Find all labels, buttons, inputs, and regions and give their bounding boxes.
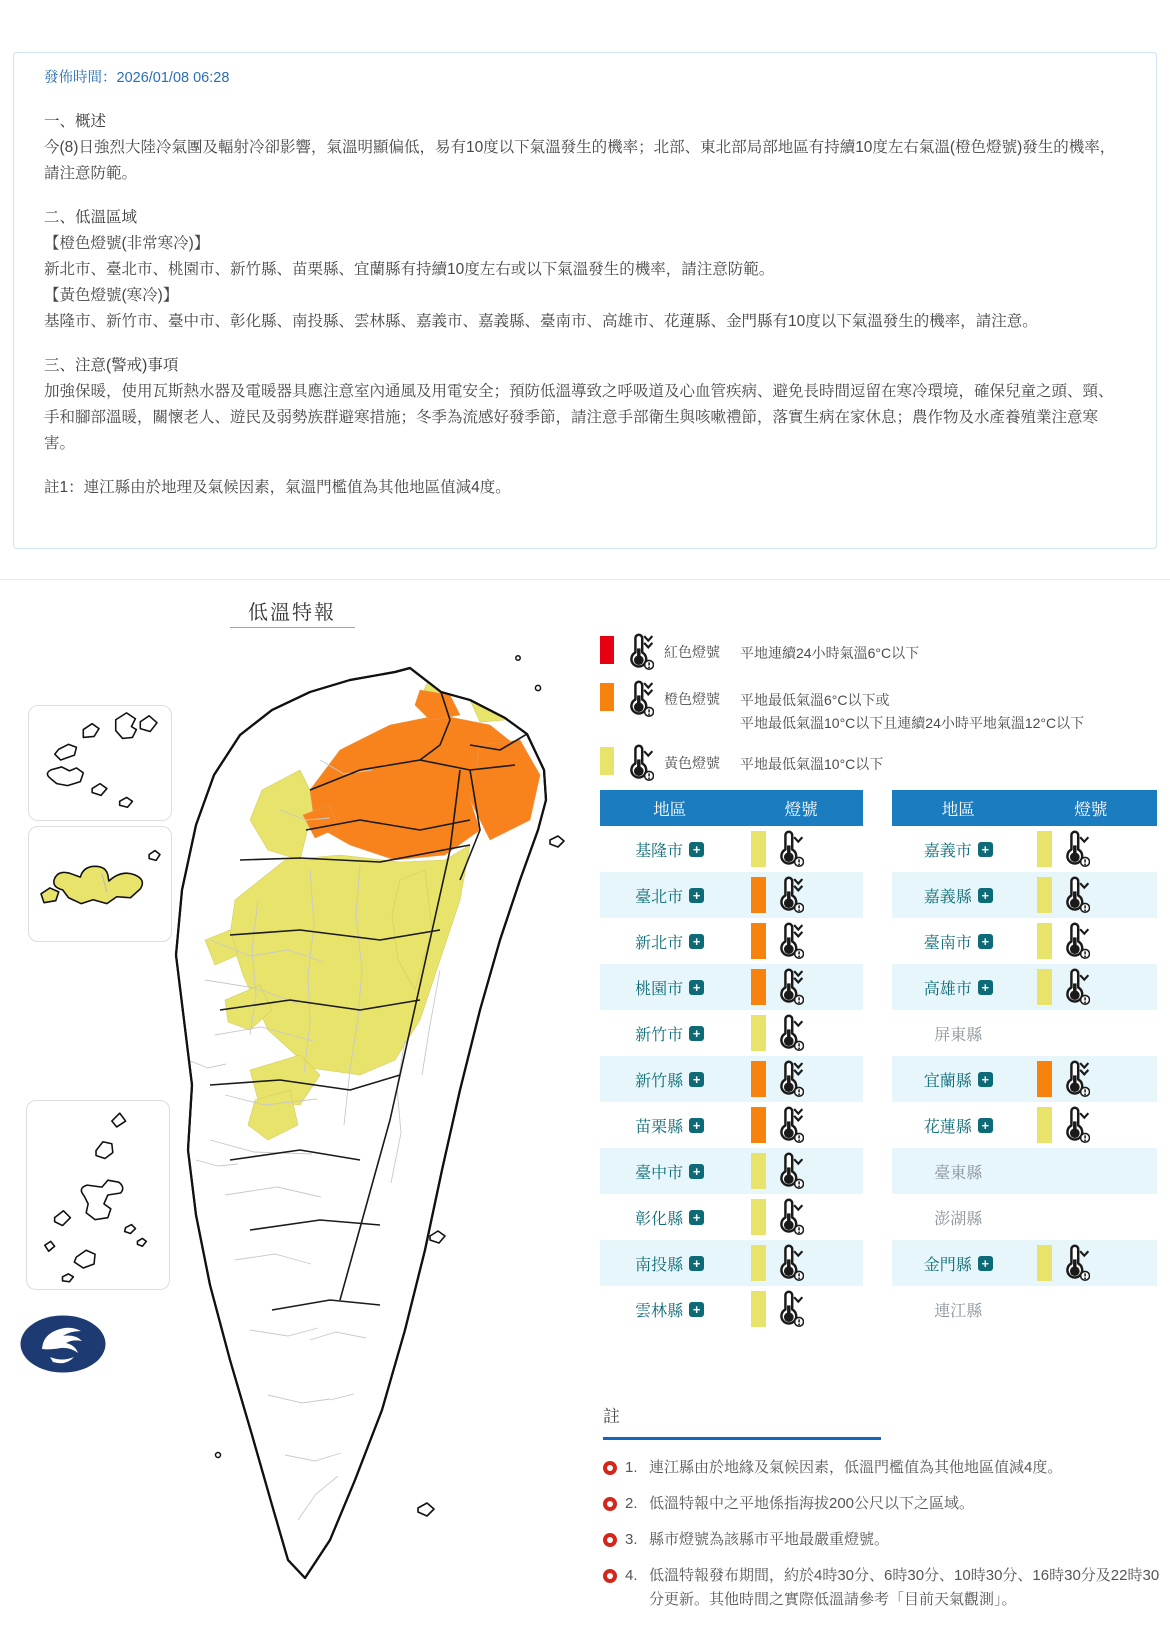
section-paragraph: 今(8)日強烈大陸冷氣團及輻射冷卻影響，氣溫明顯偏低，易有10度以下氣溫發生的機率；北部、東北部局部地區有持續10度左右氣溫(橙色燈號)發生的機率，請注意防範。 (44, 139, 1116, 182)
signal-color-bar (1037, 1245, 1052, 1281)
thermometer-icon (1059, 1106, 1090, 1144)
thermometer-icon (1059, 830, 1090, 868)
thermometer-icon (773, 968, 804, 1006)
turtle-island (550, 836, 564, 847)
region-name: 新北市 (635, 934, 684, 952)
region-name: 金門縣 (923, 1256, 972, 1274)
table-row[interactable] (600, 1194, 863, 1240)
table-row[interactable] (892, 872, 1157, 918)
signal-color-bar (751, 1199, 766, 1235)
signal-color-bar (1037, 1061, 1052, 1097)
note-text: 低溫特報中之平地係指海拔200公尺以下之區域。 (649, 1495, 975, 1512)
table-row (892, 1010, 1157, 1056)
signal-color-bar (1037, 969, 1052, 1005)
map-inset-matsu (28, 705, 172, 821)
table-row[interactable] (892, 1240, 1157, 1286)
note-item (603, 1456, 1163, 1480)
table-row (892, 1148, 1157, 1194)
publish-time: 發佈時間：2026/01/08 06:28 (44, 70, 230, 86)
note-text: 連江縣由於地緣及氣候因素，低溫門檻值為其他地區值減4度。 (649, 1459, 1063, 1476)
legend (600, 636, 1170, 794)
map-inset-penghu (26, 1100, 170, 1290)
map-title-underline (230, 627, 355, 628)
green-island (430, 1231, 445, 1243)
map-inset-kinmen (28, 826, 172, 942)
thermometer-icon (623, 633, 654, 671)
thermometer-icon (1059, 922, 1090, 960)
islet (535, 685, 540, 690)
signal-color-bar (751, 1245, 766, 1281)
section-heading: 三、注意(警戒)事項 (44, 357, 179, 374)
note-text: 低溫特報發布期間，約於4時30分、6時30分、10時30分、16時30分及22時30分更新。其他時間之實際低溫請參考「目前天氣觀測」。 (649, 1567, 1160, 1608)
thermometer-icon (773, 830, 804, 868)
signal-color-bar (1037, 877, 1052, 913)
notes-underline (603, 1437, 881, 1440)
region-name: 宜蘭縣 (923, 1072, 972, 1090)
signal-color-bar (1037, 923, 1052, 959)
legend-color-swatch (600, 636, 614, 664)
signal-table-left (600, 790, 863, 1332)
legend-description: 平地最低氣溫10°C以下 (740, 756, 884, 772)
table-row[interactable] (600, 1102, 863, 1148)
orchid-island (418, 1503, 434, 1516)
note-item (603, 1564, 1163, 1612)
table-row[interactable] (892, 1102, 1157, 1148)
note-item (603, 1528, 1163, 1552)
region-name: 花蓮縣 (923, 1118, 972, 1136)
notes-heading: 註 (603, 1407, 620, 1426)
table-header (892, 790, 1157, 826)
legend-row (600, 683, 1170, 735)
thermometer-icon (773, 1198, 804, 1236)
legend-description: 平地最低氣溫6°C以下或 平地最低氣溫10°C以下且連續24小時平地氣溫12°C以下 (740, 692, 1085, 731)
notes (603, 1402, 1163, 1624)
report-section (44, 475, 1126, 501)
note-number: 2. (625, 1495, 638, 1512)
expand-plus-icon[interactable]: + (978, 1118, 993, 1133)
expand-plus-icon[interactable]: + (689, 934, 704, 949)
expand-plus-icon[interactable]: + (978, 1072, 993, 1087)
table-row[interactable] (892, 918, 1157, 964)
table-row[interactable] (600, 1056, 863, 1102)
thermometer-icon (623, 744, 654, 782)
signal-color-bar (751, 923, 766, 959)
thermometer-icon (773, 876, 804, 914)
note-item (603, 1492, 1163, 1516)
table-row[interactable] (600, 918, 863, 964)
expand-plus-icon[interactable]: + (689, 1072, 704, 1087)
region-name: 臺東縣 (934, 1164, 983, 1182)
signal-color-bar (1037, 831, 1052, 867)
legend-color-swatch (600, 747, 614, 775)
region-name: 雲林縣 (635, 1302, 684, 1320)
islet (516, 656, 520, 660)
section-paragraph: 加強保暖，使用瓦斯熱水器及電暖器具應注意室內通風及用電安全；預防低溫導致之呼吸道及心血管疾病、避免長時間逗留在寒冷環境，確保兒童之頭、頸、手和腳部溫暖，關懷老人、遊民及弱勢族群避寒措施；冬季為流感好發季節，請注意手部衛生與咳嗽禮節，落實生病在家休息；農作物及水產養殖業注意寒害。 (44, 383, 1114, 452)
note-bullet-icon (603, 1533, 617, 1547)
legend-description: 平地連續24小時氣溫6°C以下 (740, 645, 920, 661)
thermometer-icon (1059, 968, 1090, 1006)
region-name: 苗栗縣 (635, 1118, 684, 1136)
report-section (44, 109, 1126, 187)
legend-row (600, 747, 1170, 782)
signal-color-bar (1037, 1107, 1052, 1143)
signal-table-right (892, 790, 1157, 1332)
note-bullet-icon (603, 1569, 617, 1583)
note-bullet-icon (603, 1461, 617, 1475)
thermometer-icon (1059, 1060, 1090, 1098)
expand-plus-icon[interactable]: + (978, 1256, 993, 1271)
region-name: 屏東縣 (934, 1026, 983, 1044)
region-name: 臺北市 (635, 888, 684, 906)
expand-plus-icon[interactable]: + (689, 888, 704, 903)
section-paragraph: 【黃色燈號(寒冷)】 (44, 287, 179, 304)
column-header-signal: 燈號 (784, 801, 818, 819)
table-header (600, 790, 863, 826)
thermometer-icon (773, 1290, 804, 1328)
region-name: 嘉義市 (923, 842, 972, 860)
thermometer-icon (773, 1014, 804, 1052)
column-header-region: 地區 (653, 801, 687, 819)
expand-plus-icon[interactable]: + (978, 888, 993, 903)
legend-thermometer (623, 744, 654, 782)
expand-plus-icon[interactable]: + (689, 1164, 704, 1179)
signal-color-bar (751, 1291, 766, 1327)
thermometer-icon (773, 1152, 804, 1190)
legend-label: 橙色燈號 (664, 691, 720, 707)
thermometer-icon (623, 680, 654, 718)
signal-color-bar (751, 969, 766, 1005)
expand-plus-icon[interactable]: + (689, 842, 704, 857)
section-separator (0, 579, 1170, 580)
expand-plus-icon[interactable]: + (689, 1118, 704, 1133)
table-row[interactable] (892, 1056, 1157, 1102)
section-heading: 二、低溫區域 (44, 209, 138, 226)
note-bullet-icon (603, 1497, 617, 1511)
region-name: 新竹市 (635, 1026, 684, 1044)
expand-plus-icon[interactable]: + (689, 1256, 704, 1271)
legend-label: 黃色燈號 (664, 755, 720, 771)
map-title: 低溫特報 (248, 602, 336, 624)
section-heading: 一、概述 (44, 113, 107, 130)
signal-color-bar (751, 831, 766, 867)
column-header-region: 地區 (941, 801, 975, 819)
table-row[interactable] (600, 1010, 863, 1056)
report-section (44, 353, 1126, 457)
thermometer-icon (773, 1244, 804, 1282)
note-number: 4. (625, 1567, 638, 1584)
region-name: 彰化縣 (635, 1210, 684, 1228)
table-row[interactable] (600, 1286, 863, 1332)
note-number: 1. (625, 1459, 638, 1476)
region-name: 南投縣 (635, 1256, 684, 1274)
expand-plus-icon[interactable]: + (978, 842, 993, 857)
expand-plus-icon[interactable]: + (978, 980, 993, 995)
thermometer-icon (773, 922, 804, 960)
table-row[interactable] (600, 1148, 863, 1194)
region-name: 高雄市 (923, 980, 972, 998)
signal-color-bar (751, 1015, 766, 1051)
region-name: 澎湖縣 (934, 1210, 983, 1228)
region-name: 基隆市 (635, 842, 684, 860)
region-name: 臺中市 (635, 1164, 684, 1182)
signal-color-bar (751, 1061, 766, 1097)
note-number: 3. (625, 1531, 638, 1548)
table-row (892, 1194, 1157, 1240)
section-paragraph: 【橙色燈號(非常寒冷)】 (44, 235, 210, 252)
table-row (892, 1286, 1157, 1332)
thermometer-icon (773, 1060, 804, 1098)
notes-items (603, 1456, 1163, 1612)
region-name: 臺南市 (923, 934, 972, 952)
liuqiu-islet (216, 1453, 221, 1458)
region-name: 連江縣 (934, 1302, 983, 1320)
expand-plus-icon[interactable]: + (689, 1210, 704, 1225)
section-paragraph: 基隆市、新竹市、臺中市、彰化縣、南投縣、雲林縣、嘉義市、嘉義縣、臺南市、高雄市、花蓮縣、金門縣有10度以下氣溫發生的機率，請注意。 (44, 313, 1038, 330)
note-text: 縣市燈號為該縣市平地最嚴重燈號。 (649, 1531, 890, 1548)
thermometer-icon (1059, 1244, 1090, 1282)
legend-thermometer (623, 633, 654, 671)
table-row[interactable] (600, 872, 863, 918)
expand-plus-icon[interactable]: + (689, 1026, 704, 1041)
report-section (44, 205, 1126, 335)
thermometer-icon (1059, 876, 1090, 914)
column-header-signal: 燈號 (1074, 801, 1108, 819)
legend-label: 紅色燈號 (664, 644, 720, 660)
table-row[interactable] (600, 964, 863, 1010)
signal-color-bar (751, 1107, 766, 1143)
table-row[interactable] (892, 964, 1157, 1010)
expand-plus-icon[interactable]: + (689, 980, 704, 995)
region-name: 嘉義縣 (923, 888, 972, 906)
cwb-logo (20, 1315, 106, 1373)
report-sections (44, 109, 1126, 501)
table-row[interactable] (600, 826, 863, 872)
signal-color-bar (751, 877, 766, 913)
report-box (13, 52, 1157, 549)
thermometer-icon (773, 1106, 804, 1144)
legend-color-swatch (600, 683, 614, 711)
signal-color-bar (751, 1153, 766, 1189)
expand-plus-icon[interactable]: + (978, 934, 993, 949)
legend-thermometer (623, 680, 654, 718)
expand-plus-icon[interactable]: + (689, 1302, 704, 1317)
table-row[interactable] (892, 826, 1157, 872)
section-paragraph: 註1：連江縣由於地理及氣候因素，氣溫門檻值為其他地區值減4度。 (44, 479, 511, 496)
legend-row (600, 636, 1170, 671)
region-name: 桃園市 (635, 980, 684, 998)
region-name: 新竹縣 (635, 1072, 684, 1090)
section-paragraph: 新北市、臺北市、桃園市、新竹縣、苗栗縣、宜蘭縣有持續10度左右或以下氣溫發生的機率，請注意防範。 (44, 261, 775, 278)
table-row[interactable] (600, 1240, 863, 1286)
